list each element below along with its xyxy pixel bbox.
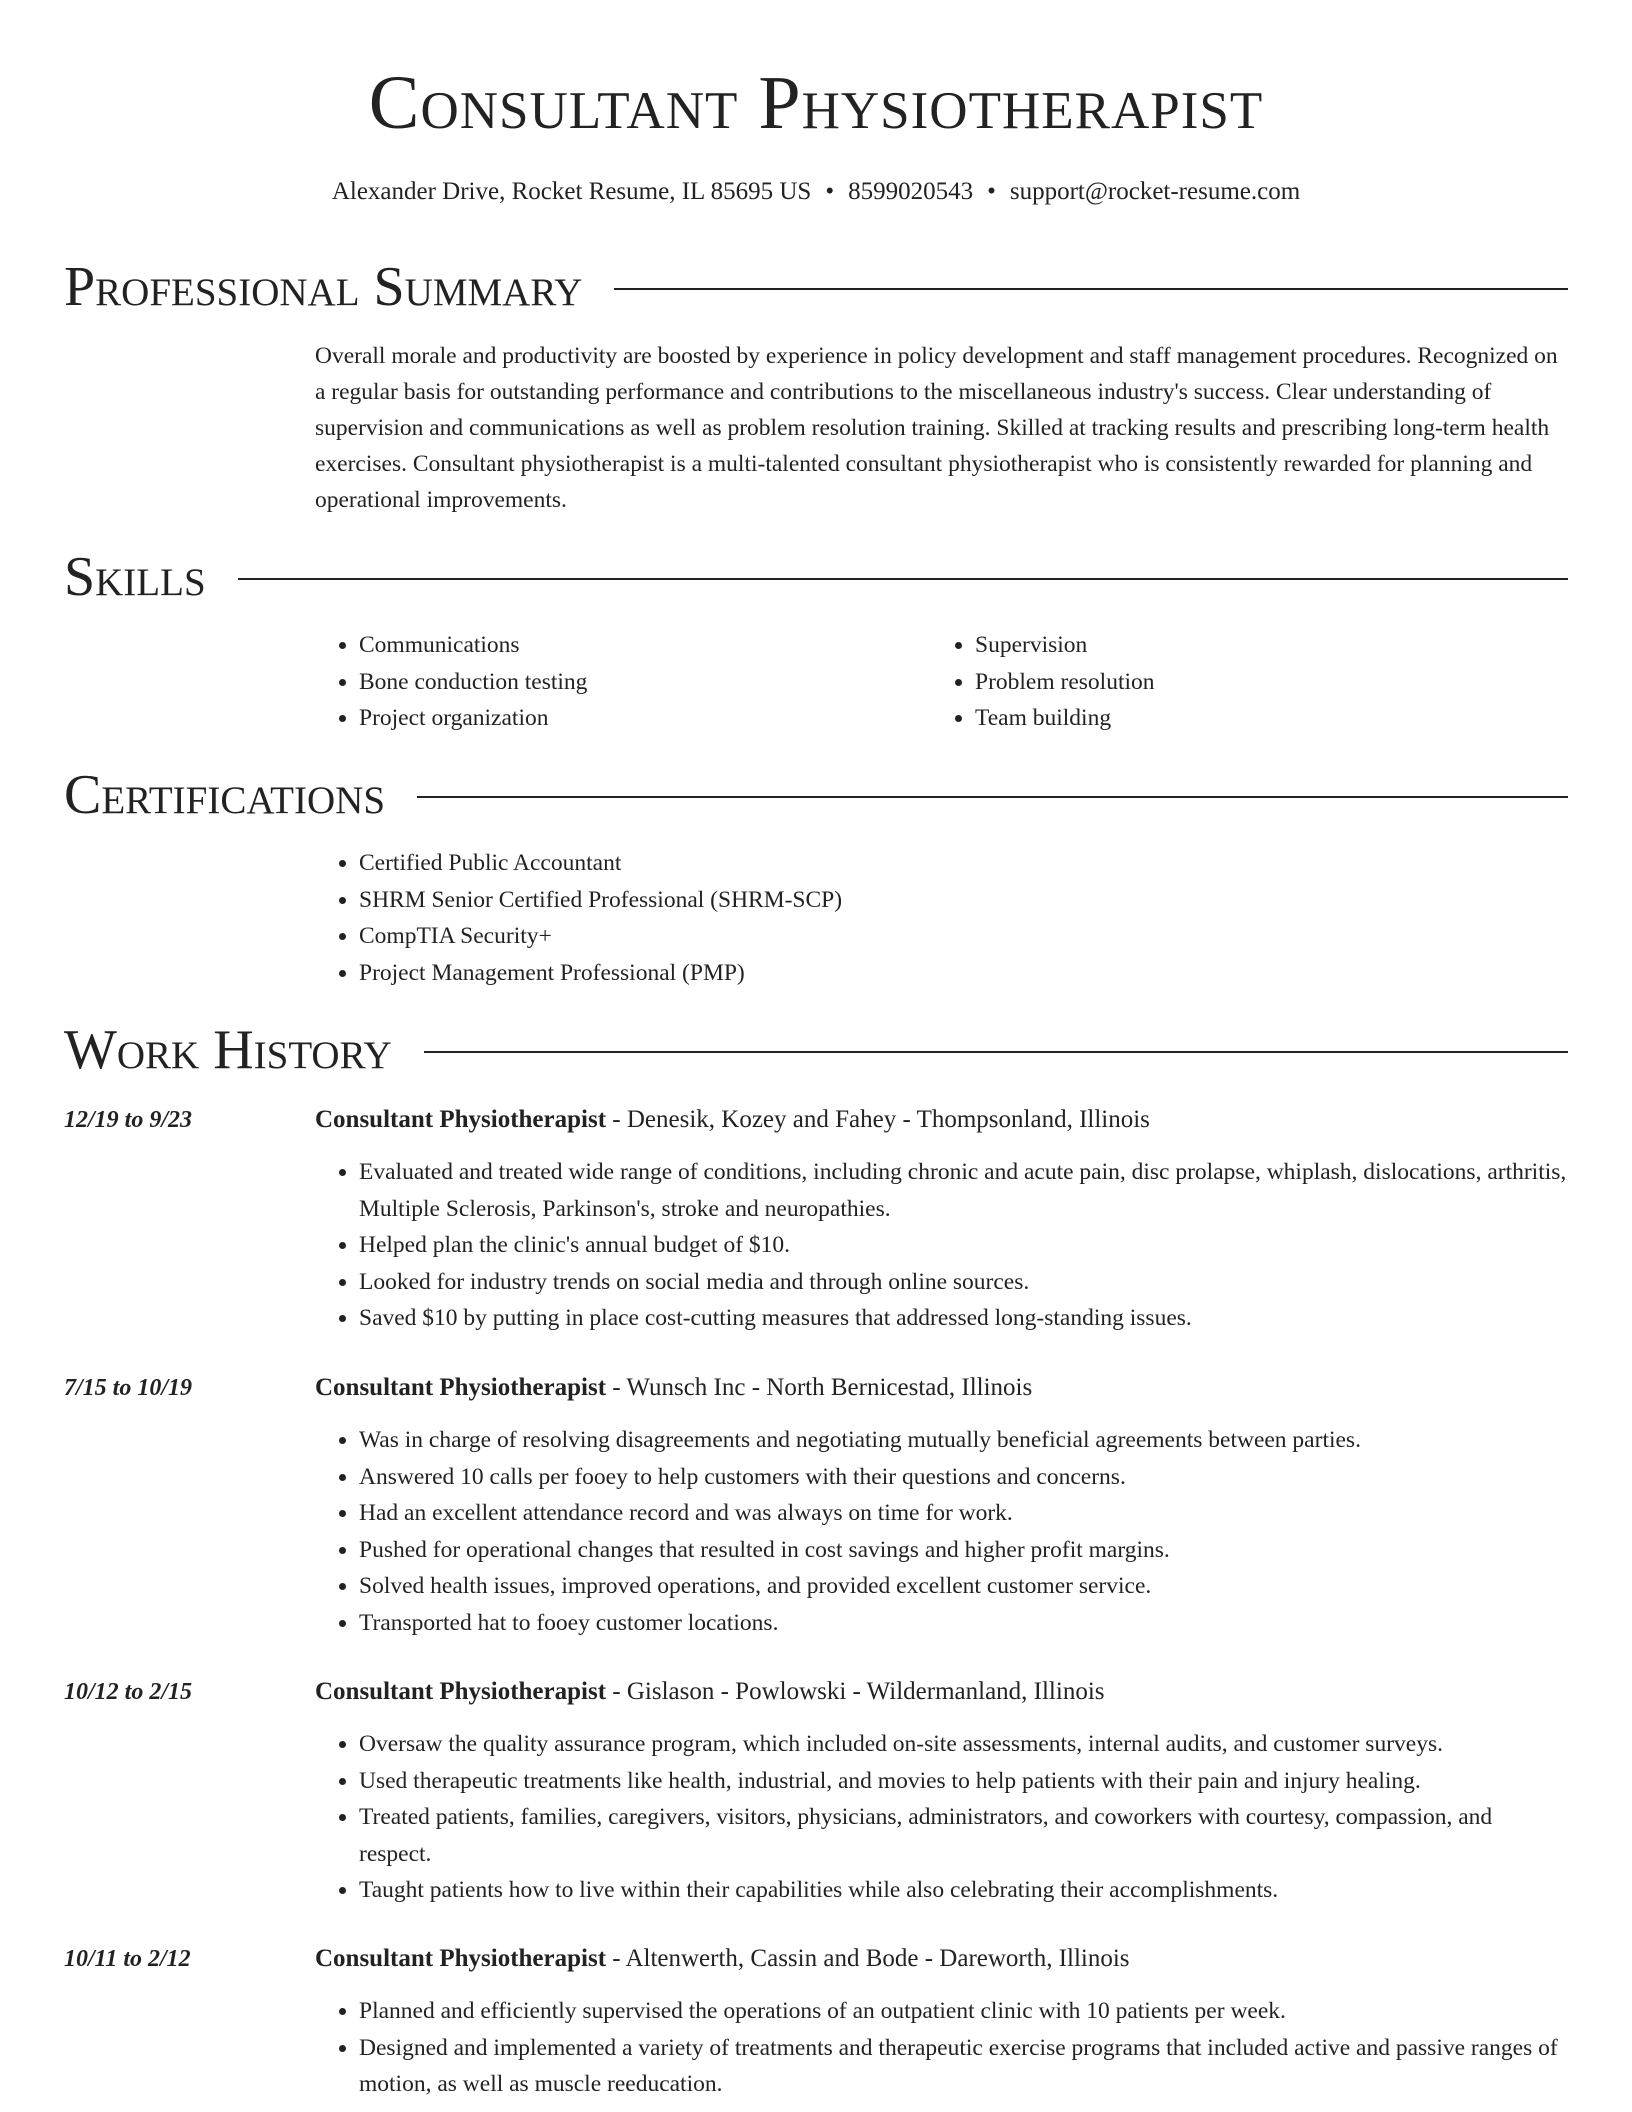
contact-separator: •: [987, 178, 996, 205]
work-history-section-title: Work History: [64, 1019, 392, 1081]
job-employer-location: - Altenwerth, Cassin and Bode - Dareworth, Illinois: [606, 1945, 1130, 1972]
job-dates: 7/15 to 10/19: [64, 1375, 193, 1401]
job-dates: 10/12 to 2/15: [64, 1679, 193, 1705]
job-bullet: • Designed and implemented a variety of treatments and therapeutic exercise programs that included active and passive ranges of motion, as well as muscle reeducation.: [359, 2030, 1568, 2103]
job-bullet: • Was in charge of resolving disagreements and negotiating mutually beneficial agreements between parties.: [359, 1422, 1568, 1459]
job-title: Consultant Physiotherapist: [315, 1374, 607, 1401]
skills-section-title: Skills: [64, 546, 206, 608]
contact-separator: •: [825, 178, 835, 205]
job-dates: 10/11 to 2/12: [64, 1946, 191, 1972]
certification-item: • SHRM Senior Certified Professional (SHRM-SCP): [359, 882, 1315, 919]
job-employer-location: - Denesik, Kozey and Fahey - Thompsonland, Illinois: [606, 1106, 1150, 1133]
certification-item: • Project Management Professional (PMP): [359, 955, 1315, 992]
skill-item: • Problem resolution: [975, 664, 1491, 701]
certifications-block: [315, 845, 1315, 991]
job-bullet: • Transported hat to fooey customer locations.: [359, 1605, 1568, 1642]
job-bullet: • Looked for industry trends on social media and through online sources.: [359, 1264, 1568, 1301]
job-title-line: [315, 1674, 1568, 1710]
summary-section-header: [64, 255, 1568, 319]
section-divider: [238, 578, 1568, 580]
work-history-section-header: [64, 1018, 1568, 1082]
job-bullet: • Planned and efficiently supervised the operations of an outpatient clinic with 10 patients per week.: [359, 1993, 1568, 2030]
job-bullet: • Had an excellent attendance record and was always on time for work.: [359, 1495, 1568, 1532]
job-bullet: • Saved $10 by putting in place cost-cutting measures that addressed long-standing issues.: [359, 1300, 1568, 1337]
job-employer-location: - Wunsch Inc - North Bernicestad, Illinois: [606, 1374, 1033, 1401]
skill-item: • Communications: [359, 627, 875, 664]
professional-summary-text: Overall morale and productivity are boosted by experience in policy development and staff management procedures. Recognized on a regular basis for outstanding performance and contributions to the miscellaneous industry's success. Clear understanding of supervision and communications as well as problem resolution training. Skilled at tracking results and prescribing long-term health exercises. Consultant physiotherapist is a multi-talented consultant physiotherapist who is consistently rewarded for planning and operational improvements.: [315, 343, 1558, 513]
job-bullet: • Solved health issues, improved operations, and provided excellent customer service.: [359, 1568, 1568, 1605]
job-title-line: [315, 1102, 1568, 1138]
contact-phone: 8599020543: [848, 178, 974, 205]
job-title: Consultant Physiotherapist: [315, 1945, 607, 1972]
skills-list-left: [315, 627, 875, 737]
job-dates: 12/19 to 9/23: [64, 1107, 193, 1133]
job-bullet: • Used therapeutic treatments like health, industrial, and movies to help patients with their pain and injury healing.: [359, 1763, 1568, 1800]
job-bullet: • Pushed for operational changes that resulted in cost savings and higher profit margins.: [359, 1532, 1568, 1569]
skills-column-left: [315, 627, 875, 737]
job-bullets: [315, 1993, 1568, 2103]
job-bullets: [315, 1422, 1568, 1641]
job-title: Consultant Physiotherapist: [315, 1106, 607, 1133]
job-bullet: • Oversaw the quality assurance program, which included on-site assessments, internal audits, and customer surveys.: [359, 1726, 1568, 1763]
job-bullet: • Evaluated and treated wide range of conditions, including chronic and acute pain, disc prolapse, whiplash, dislocations, arthritis, Multiple Sclerosis, Parkinson's, stroke and neuropathies.: [359, 1154, 1568, 1227]
skill-item: • Project organization: [359, 700, 875, 737]
certification-item: • Certified Public Accountant: [359, 845, 1315, 882]
skill-item: • Supervision: [975, 627, 1491, 664]
contact-line: [0, 175, 1632, 209]
section-divider: [614, 288, 1568, 290]
job-employer-location: - Gislason - Powlowski - Wildermanland, Illinois: [606, 1678, 1105, 1705]
skills-column-right: [931, 627, 1491, 737]
job-title-line: [315, 1370, 1568, 1406]
job-bullet: • Answered 10 calls per fooey to help customers with their questions and concerns.: [359, 1459, 1568, 1496]
certifications-section-header: [64, 763, 1568, 827]
job-bullet: • Treated patients, families, caregivers, visitors, physicians, administrators, and coworkers with courtesy, compassion, and respect.: [359, 1799, 1568, 1872]
skill-item: • Team building: [975, 700, 1491, 737]
certifications-list: [315, 845, 1315, 991]
contact-email: support@rocket-resume.com: [1009, 178, 1301, 205]
skill-item: • Bone conduction testing: [359, 664, 875, 701]
certification-item: • CompTIA Security+: [359, 918, 1315, 955]
candidate-name: Consultant Physiotherapist: [368, 61, 1264, 145]
section-divider: [424, 1051, 1568, 1053]
contact-address: Alexander Drive, Rocket Resume, IL 85695 US: [331, 178, 812, 205]
skills-list-right: [931, 627, 1491, 737]
job-bullet: • Taught patients how to live within their capabilities while also celebrating their accomplishments.: [359, 1872, 1568, 1909]
summary-section-title: Professional Summary: [64, 256, 583, 318]
job-bullet: • Helped plan the clinic's annual budget of $10.: [359, 1227, 1568, 1264]
job-bullets: [315, 1154, 1568, 1337]
section-divider: [417, 796, 1568, 798]
skills-section-header: [64, 545, 1568, 609]
certifications-section-title: Certifications: [64, 764, 386, 826]
job-title: Consultant Physiotherapist: [315, 1678, 607, 1705]
job-bullets: [315, 1726, 1568, 1909]
job-title-line: [315, 1941, 1568, 1977]
